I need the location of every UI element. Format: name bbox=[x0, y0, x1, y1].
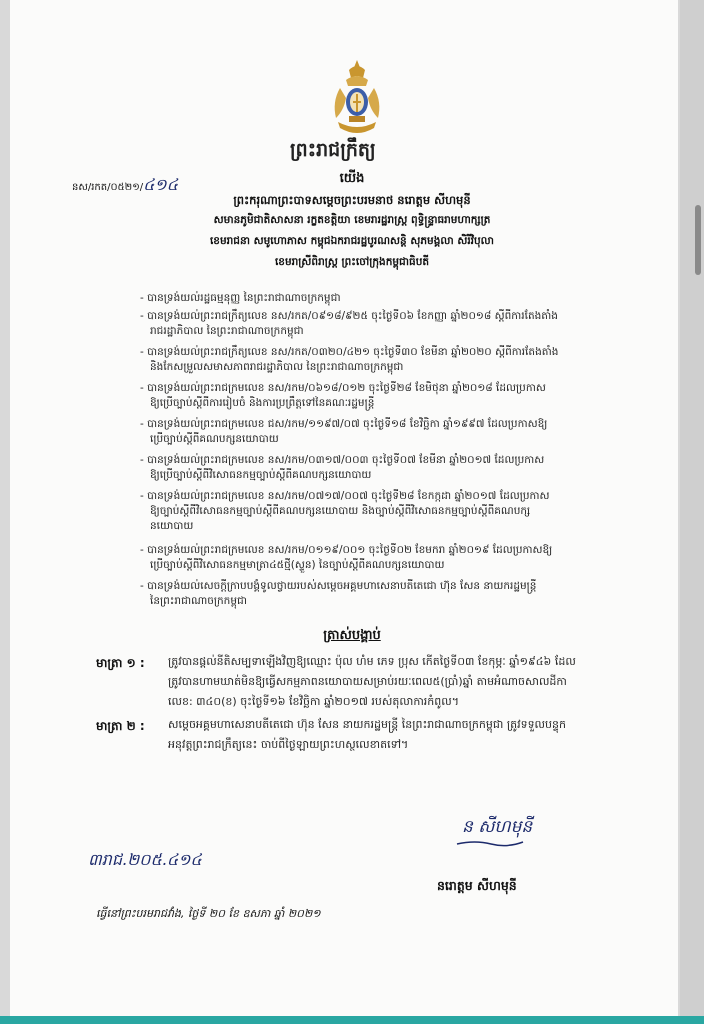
reference-line: បានទ្រង់យល់ព្រះរាជក្រមលេខ ជស/រកម/១១៩៧/០៧ ចុះថ្ងៃទី១៨ ខែវិច្ឆិកា ឆ្នាំ១៩៩៧ ដែលប្រកាសឱ្យ bbox=[147, 418, 548, 430]
reference-line: ប្រើច្បាប់ស្ដីពីគណបក្សនយោបាយ bbox=[150, 433, 279, 445]
reference-line: បានទ្រង់យល់ព្រះរាជក្រមលេខ នស/រកម/០១១៩/០០១ ចុះថ្ងៃទី០២ ខែមករា ឆ្នាំ២០១៩ ដែលប្រកាសឱ្យ bbox=[147, 544, 553, 556]
reference-line: ប្រើច្បាប់ស្ដីពីវិសោធនកម្មមាត្រា៤៥ថ្មី(ស្ទួន) នៃច្បាប់ស្ដីពីគណបក្សនយោបាយ bbox=[150, 559, 445, 571]
king-title-line-3: ខេមរាជនា សមូហោភាស កម្ពុជឯករាជរដ្ឋបូរណសន្តិ សុភមង្គលា សិរីវិបុលា bbox=[209, 235, 495, 247]
reference-line: រាជរដ្ឋាភិបាល នៃព្រះរាជាណាចក្រកម្ពុជា bbox=[150, 325, 304, 337]
signatory-name: នរោត្តម សីហមុនី bbox=[437, 878, 517, 893]
reference-line: ឱ្យប្រើច្បាប់ស្ដីពីវិសោធនកម្មច្បាប់ស្ដីពីគណបក្សនយោបាយ bbox=[150, 469, 372, 481]
article-2-label: មាត្រា ២ : bbox=[96, 719, 145, 733]
reference-line: បានទ្រង់យល់សេចក្ដីក្រាបបង្គំទូលថ្វាយរបស់សម្ដេចអគ្គមហាសេនាបតីតេជោ ហ៊ុន សែន នាយករដ្ឋមន្ត្រី bbox=[147, 580, 537, 592]
document-title: ព្រះរាជក្រឹត្យ bbox=[290, 139, 376, 161]
viewer-edge bbox=[680, 0, 704, 1016]
reference-item: - បានទ្រង់យល់ព្រះរាជក្រមលេខ នស/រកម/០៦១៨/០១២ ចុះថ្ងៃទី២៨ ខែមិថុនា ឆ្នាំ២០១៨ ដែលប្រកាស ឱ្យប្រើច្បាប់ស្ដីពីការរៀបចំ និងការប្រព្រឹត្តទៅនៃគណៈរដ្ឋមន្ត្រី bbox=[140, 382, 546, 412]
reference-line: និងកែសម្រួលសមាសភាពរាជរដ្ឋាភិបាល នៃព្រះរាជាណាចក្រកម្ពុជា bbox=[150, 361, 404, 373]
reference-line: បានទ្រង់យល់ព្រះរាជក្រឹត្យលេខ នស/រកត/០៩១៨/៩២៥ ចុះថ្ងៃទី០៦ ខែកញ្ញា ឆ្នាំ២០១៨ ស្ដីពីការតែងតាំង bbox=[147, 310, 558, 322]
reference-line: នៃព្រះរាជាណាចក្រកម្ពុជា bbox=[150, 595, 248, 607]
article-1-label: មាត្រា ១ : bbox=[96, 656, 145, 670]
article-1-line: ត្រូវបានហាមឃាត់មិនឱ្យធ្វើសកម្មភាពនយោបាយសម្រាប់រយៈពេល៥(ប្រាំ)ឆ្នាំ តាមអំណាចសាលដីកា bbox=[168, 675, 567, 688]
reference-item: - បានទ្រង់យល់ព្រះរាជក្រមលេខ នស/រកម/០៣១៧/០០៣ ចុះថ្ងៃទី០៧ ខែមីនា ឆ្នាំ២០១៧ ដែលប្រកាស ឱ្យប្រើច្បាប់ស្ដីពីវិសោធនកម្មច្បាប់ស្ដីពីគណបក្សនយោបាយ bbox=[140, 454, 544, 484]
reference-line: បានទ្រង់យល់ព្រះរាជក្រមលេខ នស/រកម/០៦១៨/០១២ ចុះថ្ងៃទី២៨ ខែមិថុនា ឆ្នាំ២០១៨ ដែលប្រកាស bbox=[147, 382, 546, 394]
reference-line: ឱ្យប្រើច្បាប់ស្ដីពីការរៀបចំ និងការប្រព្រឹត្តទៅនៃគណៈរដ្ឋមន្ត្រី bbox=[150, 397, 375, 409]
reference-item: - បានទ្រង់យល់សេចក្ដីក្រាបបង្គំទូលថ្វាយរបស់សម្ដេចអគ្គមហាសេនាបតីតេជោ ហ៊ុន សែន នាយករដ្ឋមន្ត្រី នៃព្រះរាជាណាចក្រកម្ពុជា bbox=[140, 580, 536, 610]
reference-line: ឱ្យច្បាប់ស្ដីពីវិសោធនកម្មច្បាប់ស្ដីពីគណបក្សនយោបាយ និងច្បាប់ស្ដីពីវិសោធនកម្មច្បាប់ស្ដីពីគណបក្ស bbox=[150, 505, 531, 517]
king-title-line-4: ខេមរាស្រីពិរាស្ត្រ ព្រះចៅក្រុងកម្ពុជាធិបតី bbox=[274, 256, 430, 268]
date-line: ធ្វើនៅព្រះបរមរាជវាំង, ថ្ងៃទី ២០ ខែ ឧសភា ឆ្នាំ ២០២១ bbox=[96, 907, 321, 920]
footer-accent-bar bbox=[0, 1016, 704, 1024]
decree-number-prefix: នស/រកត/០៥២១/ bbox=[72, 182, 144, 193]
reference-item: - បានទ្រង់យល់ព្រះរាជក្រមលេខ នស/រកម/០១១៩/០០១ ចុះថ្ងៃទី០២ ខែមករា ឆ្នាំ២០១៩ ដែលប្រកាសឱ្យ ប្រើច្បាប់ស្ដីពីវិសោធនកម្មមាត្រា៤៥ថ្មី(ស្ទួន) នៃច្បាប់ស្ដីពីគណបក្សនយោបាយ bbox=[140, 544, 552, 574]
reference-item: - បានទ្រង់យល់ព្រះរាជក្រមលេខ ជស/រកម/១១៩៧/០៧ ចុះថ្ងៃទី១៨ ខែវិច្ឆិកា ឆ្នាំ១៩៩៧ ដែលប្រកាសឱ្យ ប្រើច្បាប់ស្ដីពីគណបក្សនយោបាយ bbox=[140, 418, 547, 448]
article-2-line: អនុវត្តព្រះរាជក្រឹត្យនេះ ចាប់ពីថ្ងៃឡាយព្រះហស្ថលេខាតទៅ។ bbox=[168, 738, 409, 751]
royal-signature: ន សីហមុនី bbox=[462, 817, 533, 837]
heading-we: យើង bbox=[339, 171, 365, 186]
reference-line: បានទ្រង់យល់ព្រះរាជក្រឹត្យលេខ នស/រកត/០៣២០/៤២១ ចុះថ្ងៃទី៣០ ខែមីនា ឆ្នាំ២០២០ ស្ដីពីការតែងតាំង bbox=[147, 346, 559, 358]
king-title-line-1: ព្រះករុណាព្រះបាទសម្ដេចព្រះបរមនាថ នរោត្តម សីហមុនី bbox=[233, 193, 471, 207]
reference-line: បានទ្រង់យល់ព្រះរាជក្រមលេខ នស/រកម/០៧១៧/០០៧ ចុះថ្ងៃទី២៨ ខែកក្កដា ឆ្នាំ២០១៧ ដែលប្រកាស bbox=[147, 490, 550, 502]
king-title-line-2: សមានភូមិជាតិសាសនា រក្ខតខត្តិយា ខេមរារដ្ឋរាស្ត្រ ពុទ្ធិន្ទ្រាធរាមហាក្សត្រ bbox=[213, 214, 491, 226]
article-1-line: លេខ: ៣៤០(ខ) ចុះថ្ងៃទី១៦ ខែវិច្ឆិកា ឆ្នាំ២០១៧ របស់តុលាការកំពូល។ bbox=[168, 695, 459, 708]
reference-item: - បានទ្រង់យល់ព្រះរាជក្រឹត្យលេខ នស/រកត/០៣២០/៤២១ ចុះថ្ងៃទី៣០ ខែមីនា ឆ្នាំ២០២០ ស្ដីពីការតែងតាំង និងកែសម្រួលសមាសភាពរាជរដ្ឋាភិបាល នៃព្រះរាជាណាចក្រកម្ពុជា bbox=[140, 346, 558, 376]
reference-item: - បានទ្រង់យល់រដ្ឋធម្មនុញ្ញ នៃព្រះរាជាណាចក្រកម្ពុជា bbox=[140, 292, 341, 304]
article-2-line: សម្ដេចអគ្គមហាសេនាបតីតេជោ ហ៊ុន សែន នាយករដ្ឋមន្ត្រី នៃព្រះរាជាណាចក្រកម្ពុជា ត្រូវទទួលបន្ទុក bbox=[168, 718, 566, 731]
reference-item: - បានទ្រង់យល់ព្រះរាជក្រឹត្យលេខ នស/រកត/០៩១៨/៩២៥ ចុះថ្ងៃទី០៦ ខែកញ្ញា ឆ្នាំ២០១៨ ស្ដីពីការតែងតាំង រាជរដ្ឋាភិបាល នៃព្រះរាជាណាចក្រកម្ពុជា bbox=[140, 310, 558, 340]
signature-flourish-icon bbox=[455, 838, 525, 848]
registration-stamp: ៣រាជ.២០៥.៤១៤ bbox=[88, 850, 202, 869]
royal-coat-of-arms-icon bbox=[322, 58, 392, 140]
decree-heading: ត្រាស់បង្គាប់ bbox=[323, 628, 381, 643]
reference-line: បានទ្រង់យល់ព្រះរាជក្រមលេខ នស/រកម/០៣១៧/០០៣ ចុះថ្ងៃទី០៧ ខែមីនា ឆ្នាំ២០១៧ ដែលប្រកាស bbox=[147, 454, 545, 466]
decree-number-handwritten: ៤១៤ bbox=[143, 175, 178, 194]
reference-item: - បានទ្រង់យល់ព្រះរាជក្រមលេខ នស/រកម/០៧១៧/០០៧ ចុះថ្ងៃទី២៨ ខែកក្កដា ឆ្នាំ២០១៧ ដែលប្រកាស ឱ្យច្បាប់ស្ដីពីវិសោធនកម្មច្បាប់ស្ដីពីគណបក្សនយោបាយ និងច្បាប់ស្ដីពីវិសោធនកម្មច្បាប់ស្ដីពីគណបក្ស នយោបាយ bbox=[140, 490, 550, 535]
reference-line: នយោបាយ bbox=[150, 520, 194, 532]
article-1-line: ត្រូវបានផ្ដល់នីតិសម្បទាឡើងវិញឱ្យឈ្មោះ ប៉ុល ហំម ភេទ ប្រុស កើតថ្ងៃទី០៣ ខែកុម្ភៈ ឆ្នាំ១៩៤៦ ដែល bbox=[168, 655, 576, 668]
reference-line: បានទ្រង់យល់រដ្ឋធម្មនុញ្ញ នៃព្រះរាជាណាចក្រកម្ពុជា bbox=[147, 292, 341, 304]
